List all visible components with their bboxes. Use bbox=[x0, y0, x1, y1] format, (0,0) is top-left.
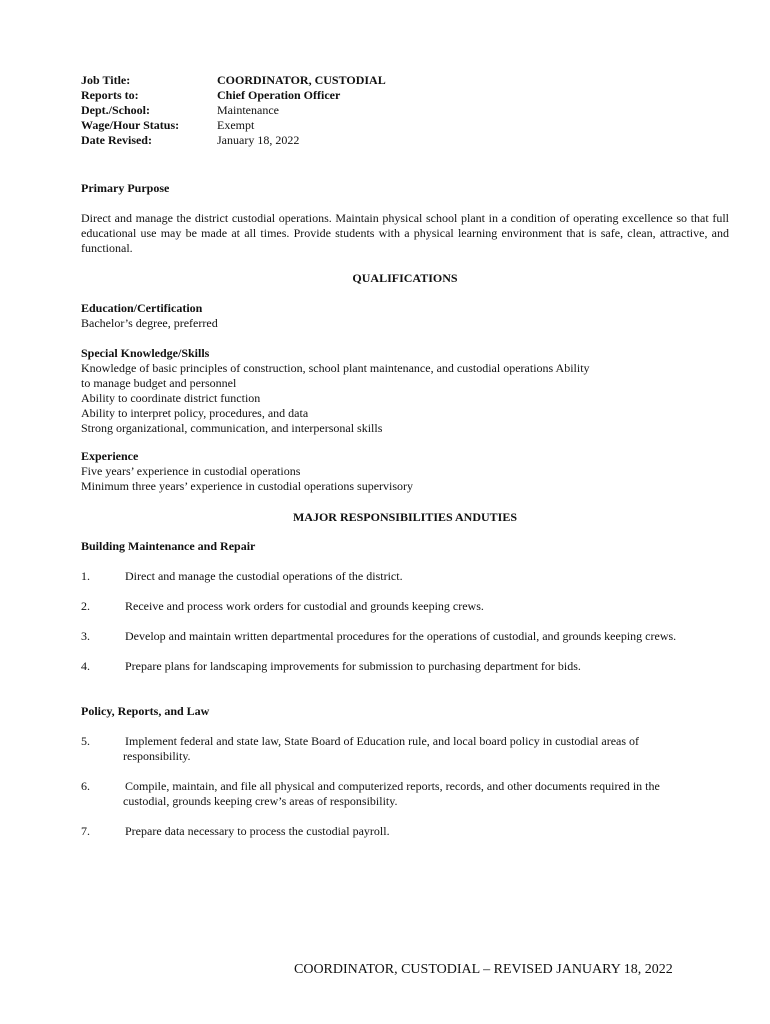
item-number: 6. bbox=[81, 779, 90, 793]
header-value: Maintenance bbox=[217, 103, 279, 117]
skills-line: to manage budget and personnel bbox=[81, 376, 237, 390]
responsibilities-heading: MAJOR RESPONSIBILITIES ANDUTIES bbox=[292, 510, 518, 524]
skills-line: Knowledge of basic principles of construction, school plant maintenance, and custodial operations Ability bbox=[81, 361, 590, 375]
skills-line: Ability to coordinate district function bbox=[81, 391, 261, 405]
primary-purpose-text: Direct and manage the district custodial operations. Maintain physical school plant in a condition of operating excellence so that full educational use may be made at all times. Provide students with a physical learning environment that is safe, clean, attractive, and functional. bbox=[81, 211, 729, 255]
experience-line: Minimum three years’ experience in custodial operations supervisory bbox=[81, 479, 414, 493]
header-label: Job Title: bbox=[81, 73, 131, 87]
skills-heading: Special Knowledge/Skills bbox=[81, 346, 210, 360]
item-number: 1. bbox=[81, 569, 90, 583]
item-text bbox=[125, 734, 701, 764]
item-number: 7. bbox=[81, 824, 90, 838]
primary-purpose-heading: Primary Purpose bbox=[81, 181, 170, 195]
experience-heading: Experience bbox=[81, 449, 139, 463]
education-list bbox=[81, 316, 218, 331]
item-text-line: custodial, grounds keeping crew’s areas of responsibility. bbox=[123, 794, 398, 808]
header-value: January 18, 2022 bbox=[217, 133, 300, 147]
education-heading: Education/Certification bbox=[81, 301, 203, 315]
header-label: Wage/Hour Status: bbox=[81, 118, 180, 132]
building-heading: Building Maintenance and Repair bbox=[81, 539, 256, 553]
item-text-line: Implement federal and state law, State Board of Education rule, and local board policy in custodial areas of bbox=[125, 734, 640, 748]
header-value: Exempt bbox=[217, 118, 255, 132]
header-label: Reports to: bbox=[81, 88, 139, 102]
item-text: Direct and manage the custodial operations of the district. bbox=[125, 569, 403, 583]
experience-list bbox=[81, 464, 413, 494]
item-text bbox=[125, 824, 701, 839]
header-value: COORDINATOR, CUSTODIAL bbox=[217, 73, 386, 87]
policy-heading: Policy, Reports, and Law bbox=[81, 704, 210, 718]
item-number: 4. bbox=[81, 659, 90, 673]
skills-list bbox=[81, 361, 590, 436]
item-text: Receive and process work orders for custodial and grounds keeping crews. bbox=[125, 599, 484, 613]
item-text-line: Prepare data necessary to process the custodial payroll. bbox=[125, 824, 390, 838]
item-text: Prepare plans for landscaping improvements for submission to purchasing department for bids. bbox=[125, 659, 581, 673]
qualifications-heading: QUALIFICATIONS bbox=[352, 271, 458, 285]
page-footer: COORDINATOR, CUSTODIAL – REVISED JANUARY 18, 2022 bbox=[294, 962, 673, 977]
item-number: 3. bbox=[81, 629, 90, 643]
item-number: 2. bbox=[81, 599, 90, 613]
experience-line: Five years’ experience in custodial operations bbox=[81, 464, 301, 478]
education-line: Bachelor’s degree, preferred bbox=[81, 316, 218, 330]
item-text: Develop and maintain written departmental procedures for the operations of custodial, and grounds keeping crews. bbox=[125, 629, 677, 643]
header-value: Chief Operation Officer bbox=[217, 88, 341, 102]
skills-line: Ability to interpret policy, procedures, and data bbox=[81, 406, 309, 420]
item-text-line: responsibility. bbox=[123, 749, 191, 763]
header-label: Date Revised: bbox=[81, 133, 152, 147]
item-text bbox=[125, 779, 701, 809]
header-label: Dept./School: bbox=[81, 103, 150, 117]
item-text-line: Compile, maintain, and file all physical and computerized reports, records, and other documents required in the bbox=[125, 779, 660, 793]
skills-line: Strong organizational, communication, and interpersonal skills bbox=[81, 421, 383, 435]
item-number: 5. bbox=[81, 734, 90, 748]
